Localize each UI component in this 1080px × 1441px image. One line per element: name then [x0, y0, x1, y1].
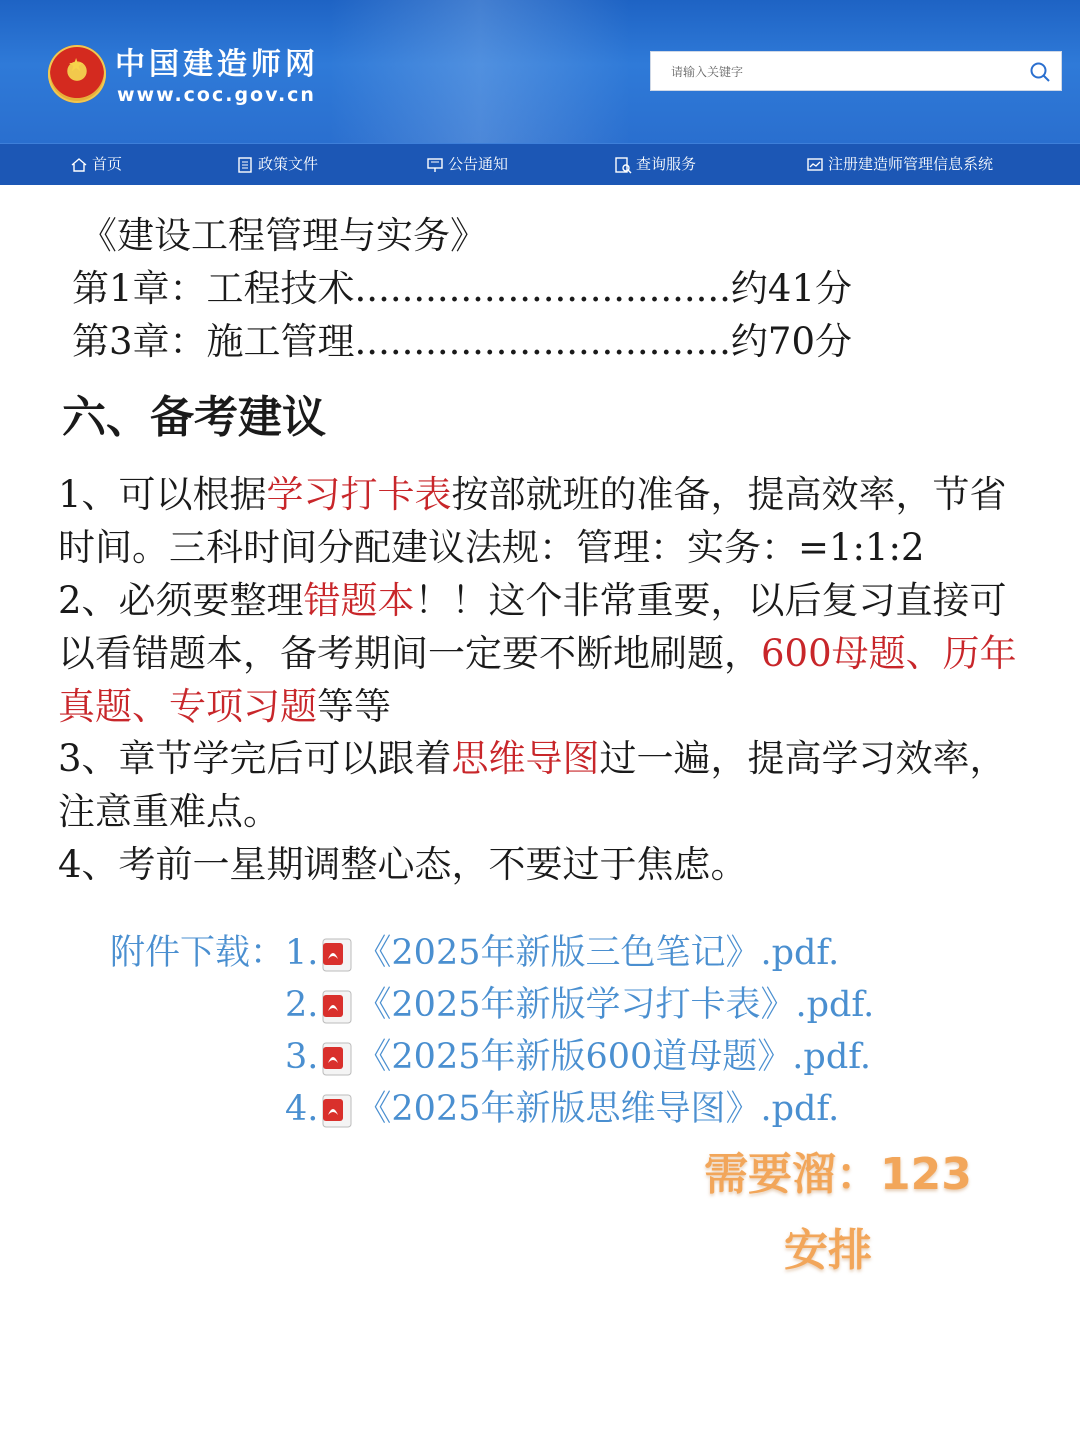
- search-icon[interactable]: [1029, 61, 1051, 83]
- attachment-link[interactable]: [285, 980, 874, 1030]
- nav-item-label: 首页: [92, 155, 123, 173]
- nav-item-label: 注册建造师管理信息系统: [828, 155, 994, 173]
- attachment-name: 《2025年新版学习打卡表》.pdf.: [356, 985, 875, 1025]
- pdf-file-icon: [320, 989, 354, 1025]
- callout-text: 需要溜：123: [704, 1149, 972, 1200]
- chapter-dots: ................................: [354, 320, 731, 363]
- search-box: [650, 51, 1062, 91]
- tip-highlight: 错题本: [303, 579, 415, 622]
- site-url[interactable]: www.coc.gov.cn: [117, 84, 316, 106]
- chart-icon: [806, 156, 824, 174]
- tip-text: 过一遍，提高学习效率，注意重难点。: [58, 737, 1007, 833]
- tip-text: 3、章节学完后可以跟着: [58, 737, 452, 780]
- nav-item-notice[interactable]: [426, 144, 508, 185]
- chapter-score: 约41分: [730, 267, 852, 310]
- tip-text: 1、可以根据: [58, 473, 267, 516]
- main-nav: [0, 143, 1080, 185]
- attachment-number: 1.: [285, 933, 319, 973]
- nav-item-label: 查询服务: [636, 155, 697, 173]
- tip-text: 按部就班的准备，提高效率，节省时间。三科时间分配建议法规：管理：实务：=1:1:2: [58, 473, 1007, 569]
- chapter-line: [72, 265, 852, 313]
- chapter-label: 第1章：工程技术: [72, 267, 355, 310]
- attachment-name: 《2025年新版600道母题》.pdf.: [356, 1037, 872, 1077]
- home-icon: [70, 156, 88, 174]
- chapter-score: 约70分: [730, 320, 852, 363]
- pdf-file-icon: [320, 1093, 354, 1129]
- site-name[interactable]: 中国建造师网: [115, 47, 319, 82]
- attachments-label: 附件下载：: [110, 933, 286, 973]
- nav-item-home[interactable]: [70, 144, 122, 185]
- tip-item: [58, 732, 1018, 838]
- nav-item-registry-system[interactable]: [806, 144, 993, 185]
- callout-text: 安排: [784, 1225, 872, 1276]
- chapter-dots: ................................: [354, 267, 731, 310]
- attachment-number: 2.: [285, 985, 319, 1025]
- attachment-name: 《2025年新版思维导图》.pdf.: [356, 1089, 840, 1129]
- chapter-line: [72, 318, 852, 366]
- attachment-link[interactable]: [285, 1032, 871, 1082]
- query-icon: [614, 156, 632, 174]
- nav-item-label: 公告通知: [448, 155, 509, 173]
- notice-icon: [426, 156, 444, 174]
- book-title: 《建设工程管理与实务》: [80, 214, 487, 257]
- tip-text: 4、考前一星期调整心态，不要过于焦虑。: [58, 843, 748, 886]
- nav-item-label: 政策文件: [258, 155, 319, 173]
- pdf-file-icon: [320, 937, 354, 973]
- tip-highlight: 思维导图: [451, 737, 600, 780]
- search-input[interactable]: [669, 60, 1013, 84]
- document-icon: [236, 156, 254, 174]
- chapter-label: 第3章：施工管理: [72, 320, 355, 363]
- attachment-link[interactable]: [285, 1084, 839, 1134]
- tip-text: 2、必须要整理: [58, 579, 304, 622]
- pdf-file-icon: [320, 1041, 354, 1077]
- section-title: 六、备考建议: [62, 392, 326, 443]
- nav-item-policy[interactable]: [236, 144, 318, 185]
- tip-highlight: 学习打卡表: [266, 473, 452, 516]
- national-emblem-icon[interactable]: ★: [48, 45, 106, 103]
- tip-highlight: 600母题、历年真题、专项习题: [58, 632, 1017, 728]
- tip-item: [58, 838, 1018, 891]
- tip-item: [58, 468, 1018, 574]
- tip-text: ！！这个非常重要，以后复习直接可以看错题本，备考期间一定要不断地刷题，: [58, 579, 1007, 675]
- attachment-link[interactable]: [285, 928, 839, 978]
- nav-item-query[interactable]: [614, 144, 696, 185]
- tip-text: 等等: [317, 685, 391, 728]
- attachment-number: 4.: [285, 1089, 319, 1129]
- site-header: [0, 0, 1080, 143]
- attachment-number: 3.: [285, 1037, 319, 1077]
- attachment-name: 《2025年新版三色笔记》.pdf.: [356, 933, 840, 973]
- tip-item: [58, 574, 1018, 733]
